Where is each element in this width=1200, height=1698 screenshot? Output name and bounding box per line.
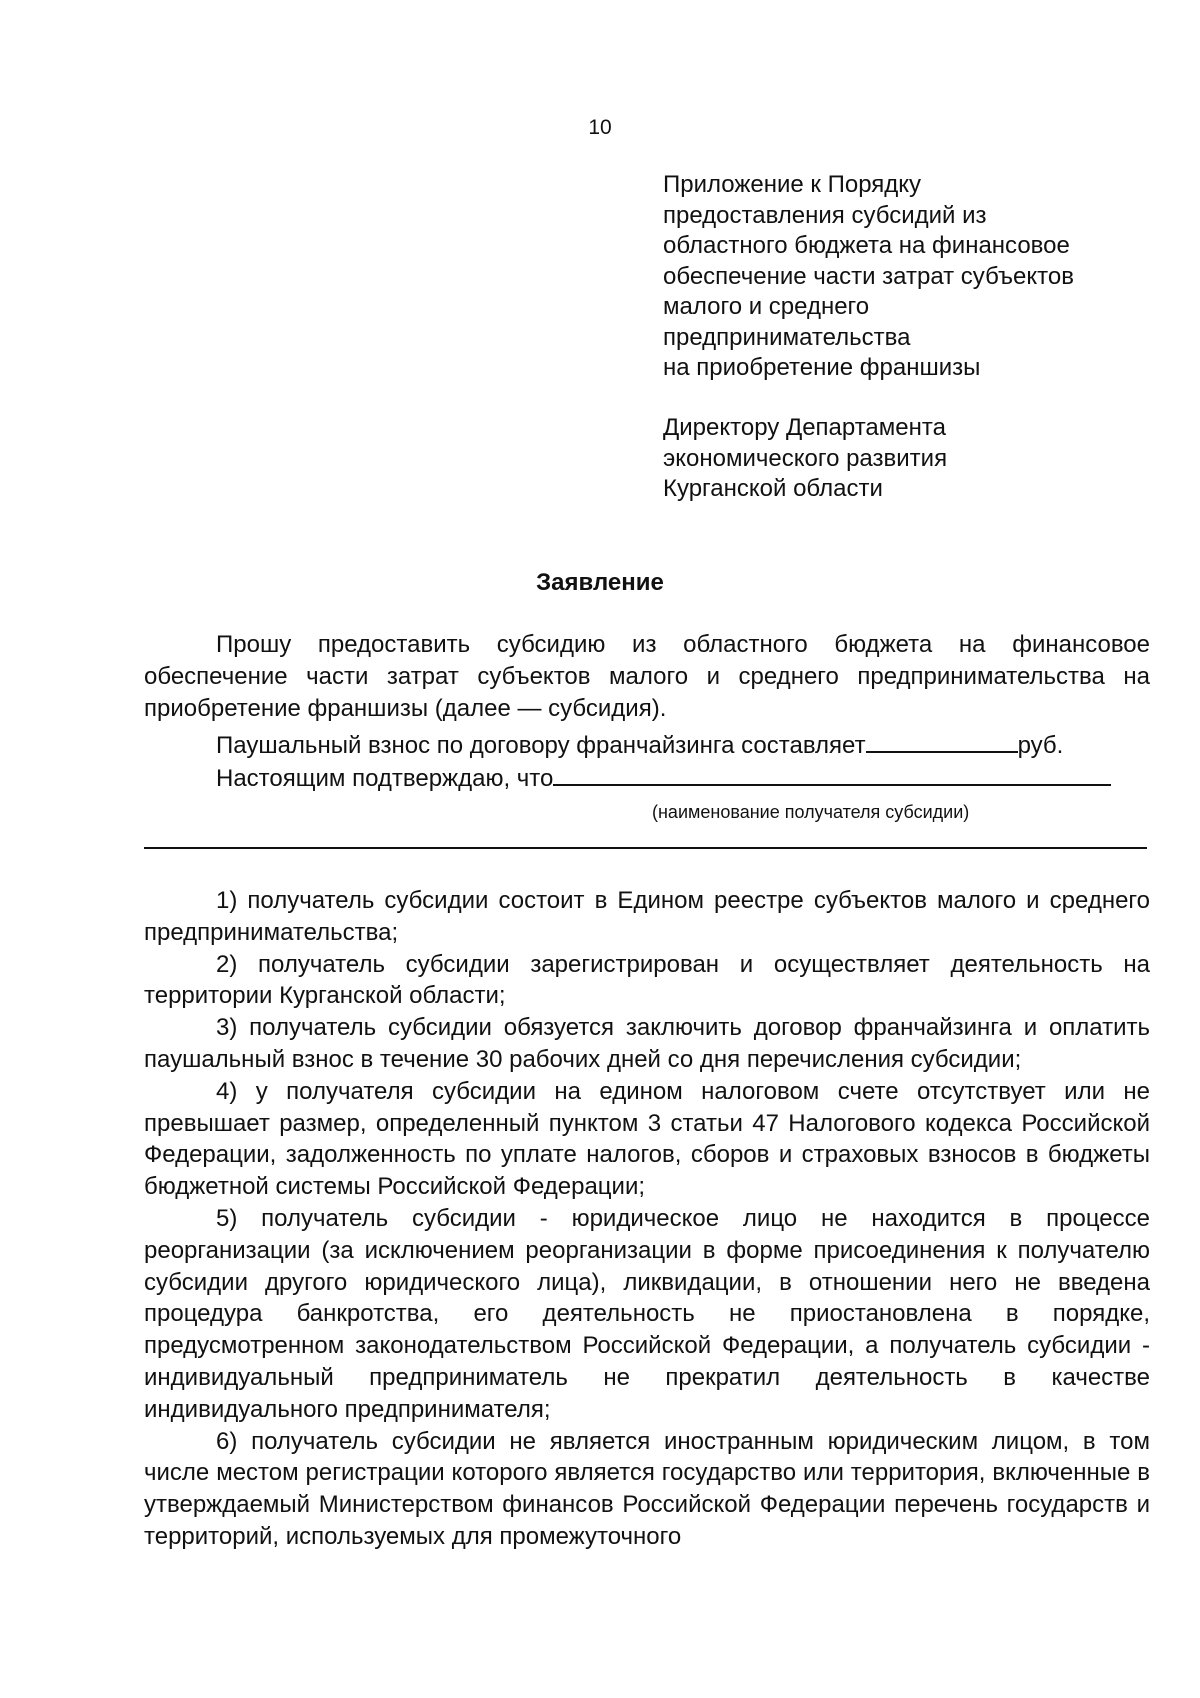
appendix-line: областного бюджета на финансовое <box>663 232 1070 259</box>
recipient-name-field[interactable] <box>553 762 1111 786</box>
condition-item: 6) получатель субсидии не является иностранным юридическим лицом, в том числе местом регистрации которого является государство или территория, включенные в утверждаемый Министерством финансов Российской Федерации перечень государств и территорий, используемых для промежуточного <box>144 1427 1150 1550</box>
appendix-line: предоставления субсидий из <box>663 201 987 229</box>
appendix-line: Приложение к Порядку <box>663 171 922 198</box>
appendix-line: обеспечение части затрат субъектов <box>663 262 1074 290</box>
condition-item: 4) у получателя субсидии на едином налоговом счете отсутствует или не превышает размер, определенный пунктом 3 статьи 47 Налогового кодекса Российской Федерации, задолженность по уплате налогов, сборов и страховых взносов в бюджеты бюджетной системы Российской Федерации; <box>144 1077 1150 1201</box>
conditions-list <box>144 885 1150 1553</box>
fee-unit: руб. <box>1017 732 1064 759</box>
fee-amount-field[interactable] <box>866 729 1018 753</box>
addressee-line: Директору Департамента <box>663 414 946 441</box>
appendix-line: малого и среднего <box>663 293 870 320</box>
condition-item: 1) получатель субсидии состоит в Едином реестре субъектов малого и среднего предпринимательства; <box>144 887 1150 946</box>
appendix-block <box>663 170 1163 384</box>
confirm-line <box>216 762 1111 794</box>
addressee-line: Курганской области <box>663 475 883 502</box>
confirm-label: Настоящим подтверждаю, что <box>216 765 554 792</box>
recipient-name-continuation-line[interactable] <box>144 847 1147 849</box>
appendix-line: предпринимательства <box>663 323 911 351</box>
intro-paragraph-block <box>144 629 1150 724</box>
fee-line <box>216 729 1063 761</box>
condition-item: 2) получатель субсидии зарегистрирован и осуществляет деятельность на территории Курганской области; <box>144 950 1150 1010</box>
addressee-line: экономического развития <box>663 444 948 472</box>
recipient-caption: (наименование получателя субсидии) <box>652 802 970 822</box>
condition-item: 3) получатель субсидии обязуется заключить договор франчайзинга и оплатить паушальный взнос в течение 30 рабочих дней со дня перечисления субсидии; <box>144 1014 1150 1073</box>
fee-label: Паушальный взнос по договору франчайзинга составляет <box>216 732 866 759</box>
document-title: Заявление <box>536 569 664 596</box>
addressee-block <box>663 413 1163 505</box>
page-number: 10 <box>588 116 612 139</box>
appendix-line: на приобретение франшизы <box>663 354 981 381</box>
intro-paragraph: Прошу предоставить субсидию из областного бюджета на финансовое обеспечение части затрат субъектов малого и среднего предпринимательства на приобретение франшизы (далее — субсидия). <box>144 631 1150 722</box>
condition-item: 5) получатель субсидии - юридическое лицо не находится в процессе реорганизации (за исключением реорганизации в форме присоединения к получателю субсидии другого юридического лица), ликвидации, в отношении него не введена процедура банкротства, его деятельность не приостановлена в порядке, предусмотренном законодательством Российской Федерации, а получатель субсидии - индивидуальный предприниматель не прекратил деятельность в качестве индивидуального предпринимателя; <box>144 1204 1150 1423</box>
